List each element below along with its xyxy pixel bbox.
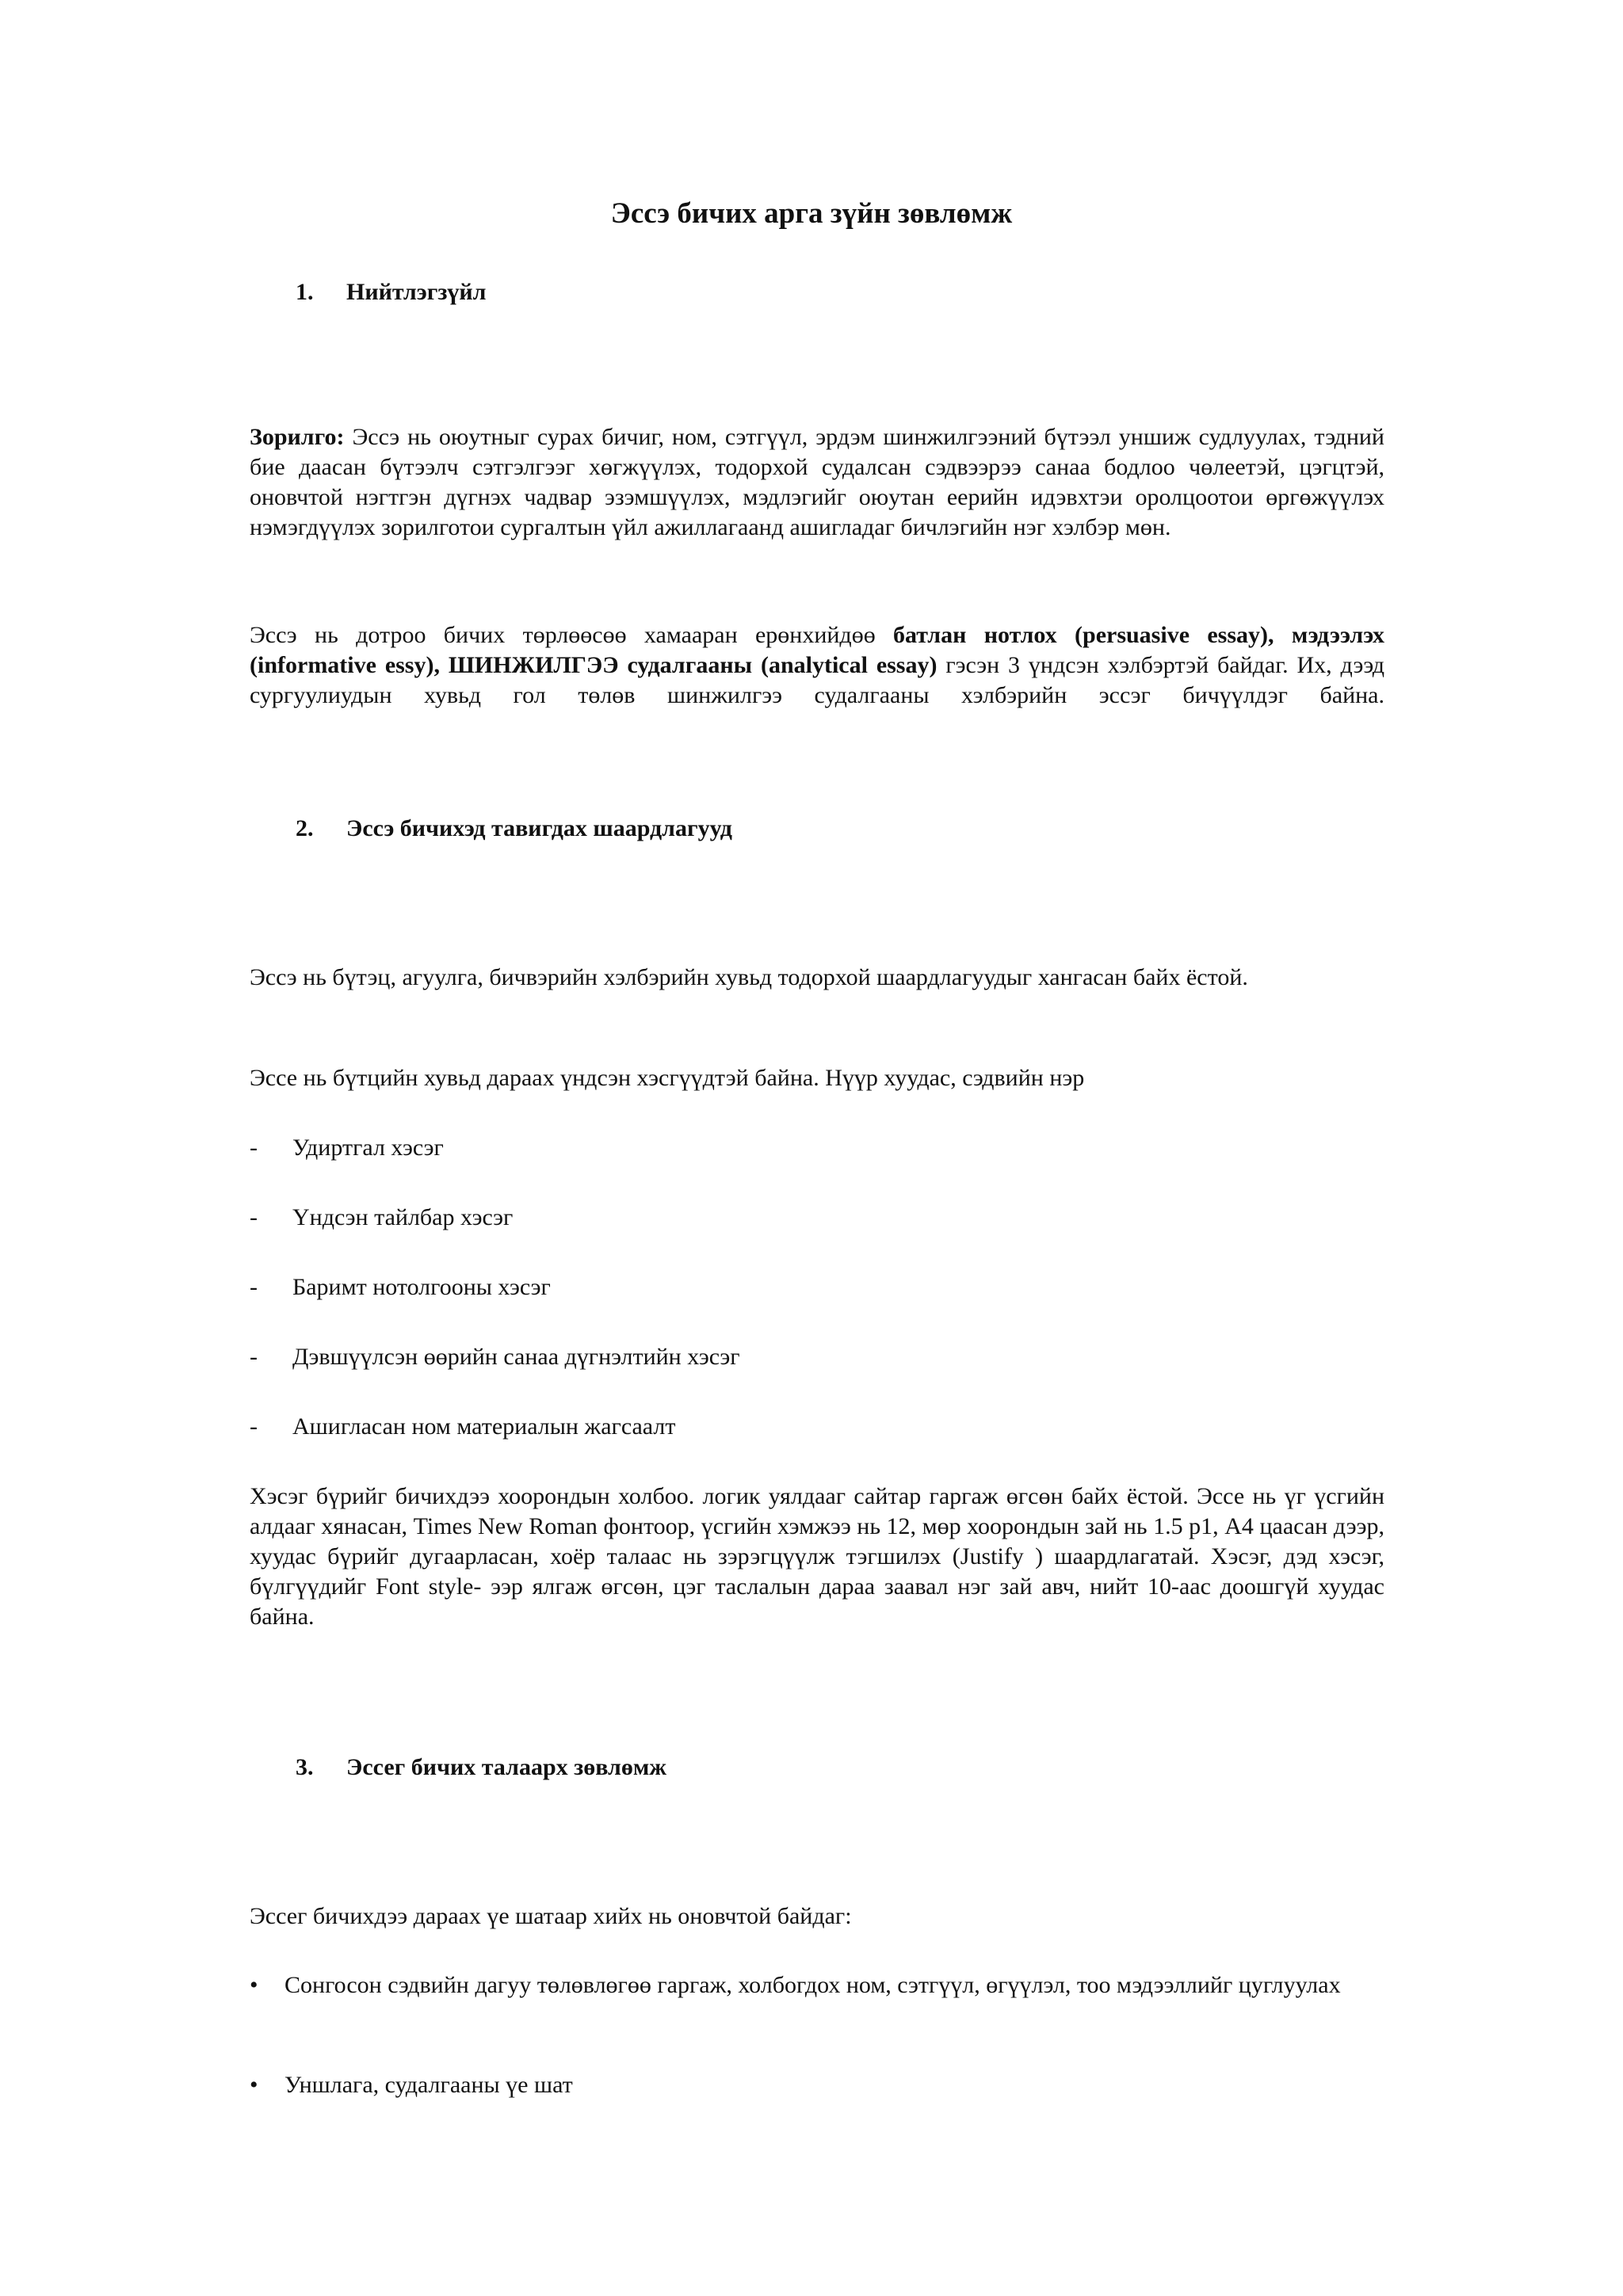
document-title: Эссэ бичих арга зүйн зөвлөмж xyxy=(610,197,1013,230)
paragraph-structure: Эссе нь бүтцийн хувьд дараах үндсэн хэсгүүдтэй байна. Нүүр хуудас, сэдвийн нэр xyxy=(250,1065,1085,1091)
section-number: 3. xyxy=(296,1754,314,1780)
paragraph-stages: Эссег бичихдээ дараах үе шатаар хийх нь оновчтой байдаг: xyxy=(250,1903,852,1929)
list-item xyxy=(250,1342,1384,1372)
paragraph-essay-types xyxy=(250,620,1384,711)
essay-types-intro: Эссэ нь дотроо бичих төрлөөсөө хамааран ерөнхийдөө xyxy=(250,622,894,648)
section-title: Эссэ бичихэд тавигдах шаардлагууд xyxy=(346,815,732,841)
paragraph-formatting: Хэсэг бүрийг бичихдээ хоорондын холбоо. логик уялдааг сайтар гаргаж өгсөн байх ёстой. Эссе нь үг үсгийн алдааг хянасан, Times New Roman фонтоор, үсгийн хэмжээ нь 12, мөр хоорондын зай нь 1.5 р1, А4 цаасан дээр, хуудас бүрийг дугаарласан, хоёр талаас нь зэрэгцүүлж тэгшилэх (Justify ) шаардлагатай. Хэсэг, дэд хэсэг, бүлгүүдийг Font style- ээр ялгаж өгсөн, цэг таслалын дараа заавал нэг зай авч, нийт 10-аас доошгүй хуудас байна. xyxy=(250,1483,1384,1630)
list-item-text: Ашигласан ном материалын жагсаалт xyxy=(292,1413,676,1440)
essay-types-list: батлан нотлох (persuasive essay), мэдээлэх (informative essy), ШИНЖИЛГЭЭ судалгааны (analytical essay) xyxy=(250,622,1384,678)
list-item xyxy=(250,1133,1384,1163)
section-number: 1. xyxy=(296,279,314,305)
section-heading-3 xyxy=(296,1753,666,1783)
section-heading-1 xyxy=(296,277,486,307)
list-item xyxy=(250,1272,1384,1302)
dash-marker: - xyxy=(250,1204,258,1230)
list-item xyxy=(250,1412,1384,1442)
list-item-text: Баримт нотолгооны хэсэг xyxy=(292,1274,551,1300)
section-title: Нийтлэгзүйл xyxy=(346,279,487,305)
list-item xyxy=(250,1970,1384,2000)
list-item-text: Сонгосон сэдвийн дагуу төлөвлөгөө гаргаж, холбогдох ном, сэтгүүл, өгүүлэл, тоо мэдээллийг цуглуулах xyxy=(285,1972,1341,1998)
section-title: Эссег бичих талаарх зөвлөмж xyxy=(346,1754,667,1780)
bullet-marker: • xyxy=(250,1972,258,1998)
list-item xyxy=(250,1203,1384,1233)
dash-marker: - xyxy=(250,1344,258,1370)
purpose-text: Эссэ нь оюутныг сурах бичиг, ном, сэтгүүл, эрдэм шинжилгээний бүтээл уншиж судлуулах, тэдний бие даасан бүтээлч сэтгэлгээг хөгжүүлэх, тодорхой судалсан сэдвээрээ санаа бодлоо чөлеетэй, цэгцтэй, оновчтой нэгтгэн дүгнэх чадвар эзэмшүүлэх, мэдлэгийг оюутан еерийн идэвхтэи оролцоотои өргөжүүлэх нэмэгдүүлэх зорилготои сургалтын үйл ажиллагаанд ашигладаг бичлэгийн нэг хэлбэр мөн. xyxy=(250,424,1384,540)
bullet-marker: • xyxy=(250,2072,258,2098)
purpose-label: Зорилго: xyxy=(250,424,345,450)
paragraph-requirements: Эссэ нь бүтэц, агуулга, бичвэрийн хэлбэрийн хувьд тодорхой шаардлагуудыг хангасан байх ёстой. xyxy=(250,964,1248,990)
dash-marker: - xyxy=(250,1413,258,1440)
dash-marker: - xyxy=(250,1274,258,1300)
list-item-text: Уншлага, судалгааны үе шат xyxy=(285,2072,573,2098)
section-heading-2 xyxy=(296,814,732,844)
list-item-text: Үндсэн тайлбар хэсэг xyxy=(292,1204,514,1230)
list-item-text: Удиртгал хэсэг xyxy=(292,1135,444,1161)
section-number: 2. xyxy=(296,815,314,841)
dash-marker: - xyxy=(250,1135,258,1161)
list-item xyxy=(250,2070,1384,2100)
essay-types-outro: гэсэн 3 үндсэн хэлбэртэй байдаг. Их, дээд сургуулиудын хувьд гол төлөв шинжилгээ судалгааны хэлбэрийн эссэг бичүүлдэг байна. xyxy=(250,652,1385,708)
paragraph-purpose xyxy=(250,422,1384,543)
list-item-text: Дэвшүүлсэн өөрийн санаа дүгнэлтийн хэсэг xyxy=(292,1344,740,1370)
